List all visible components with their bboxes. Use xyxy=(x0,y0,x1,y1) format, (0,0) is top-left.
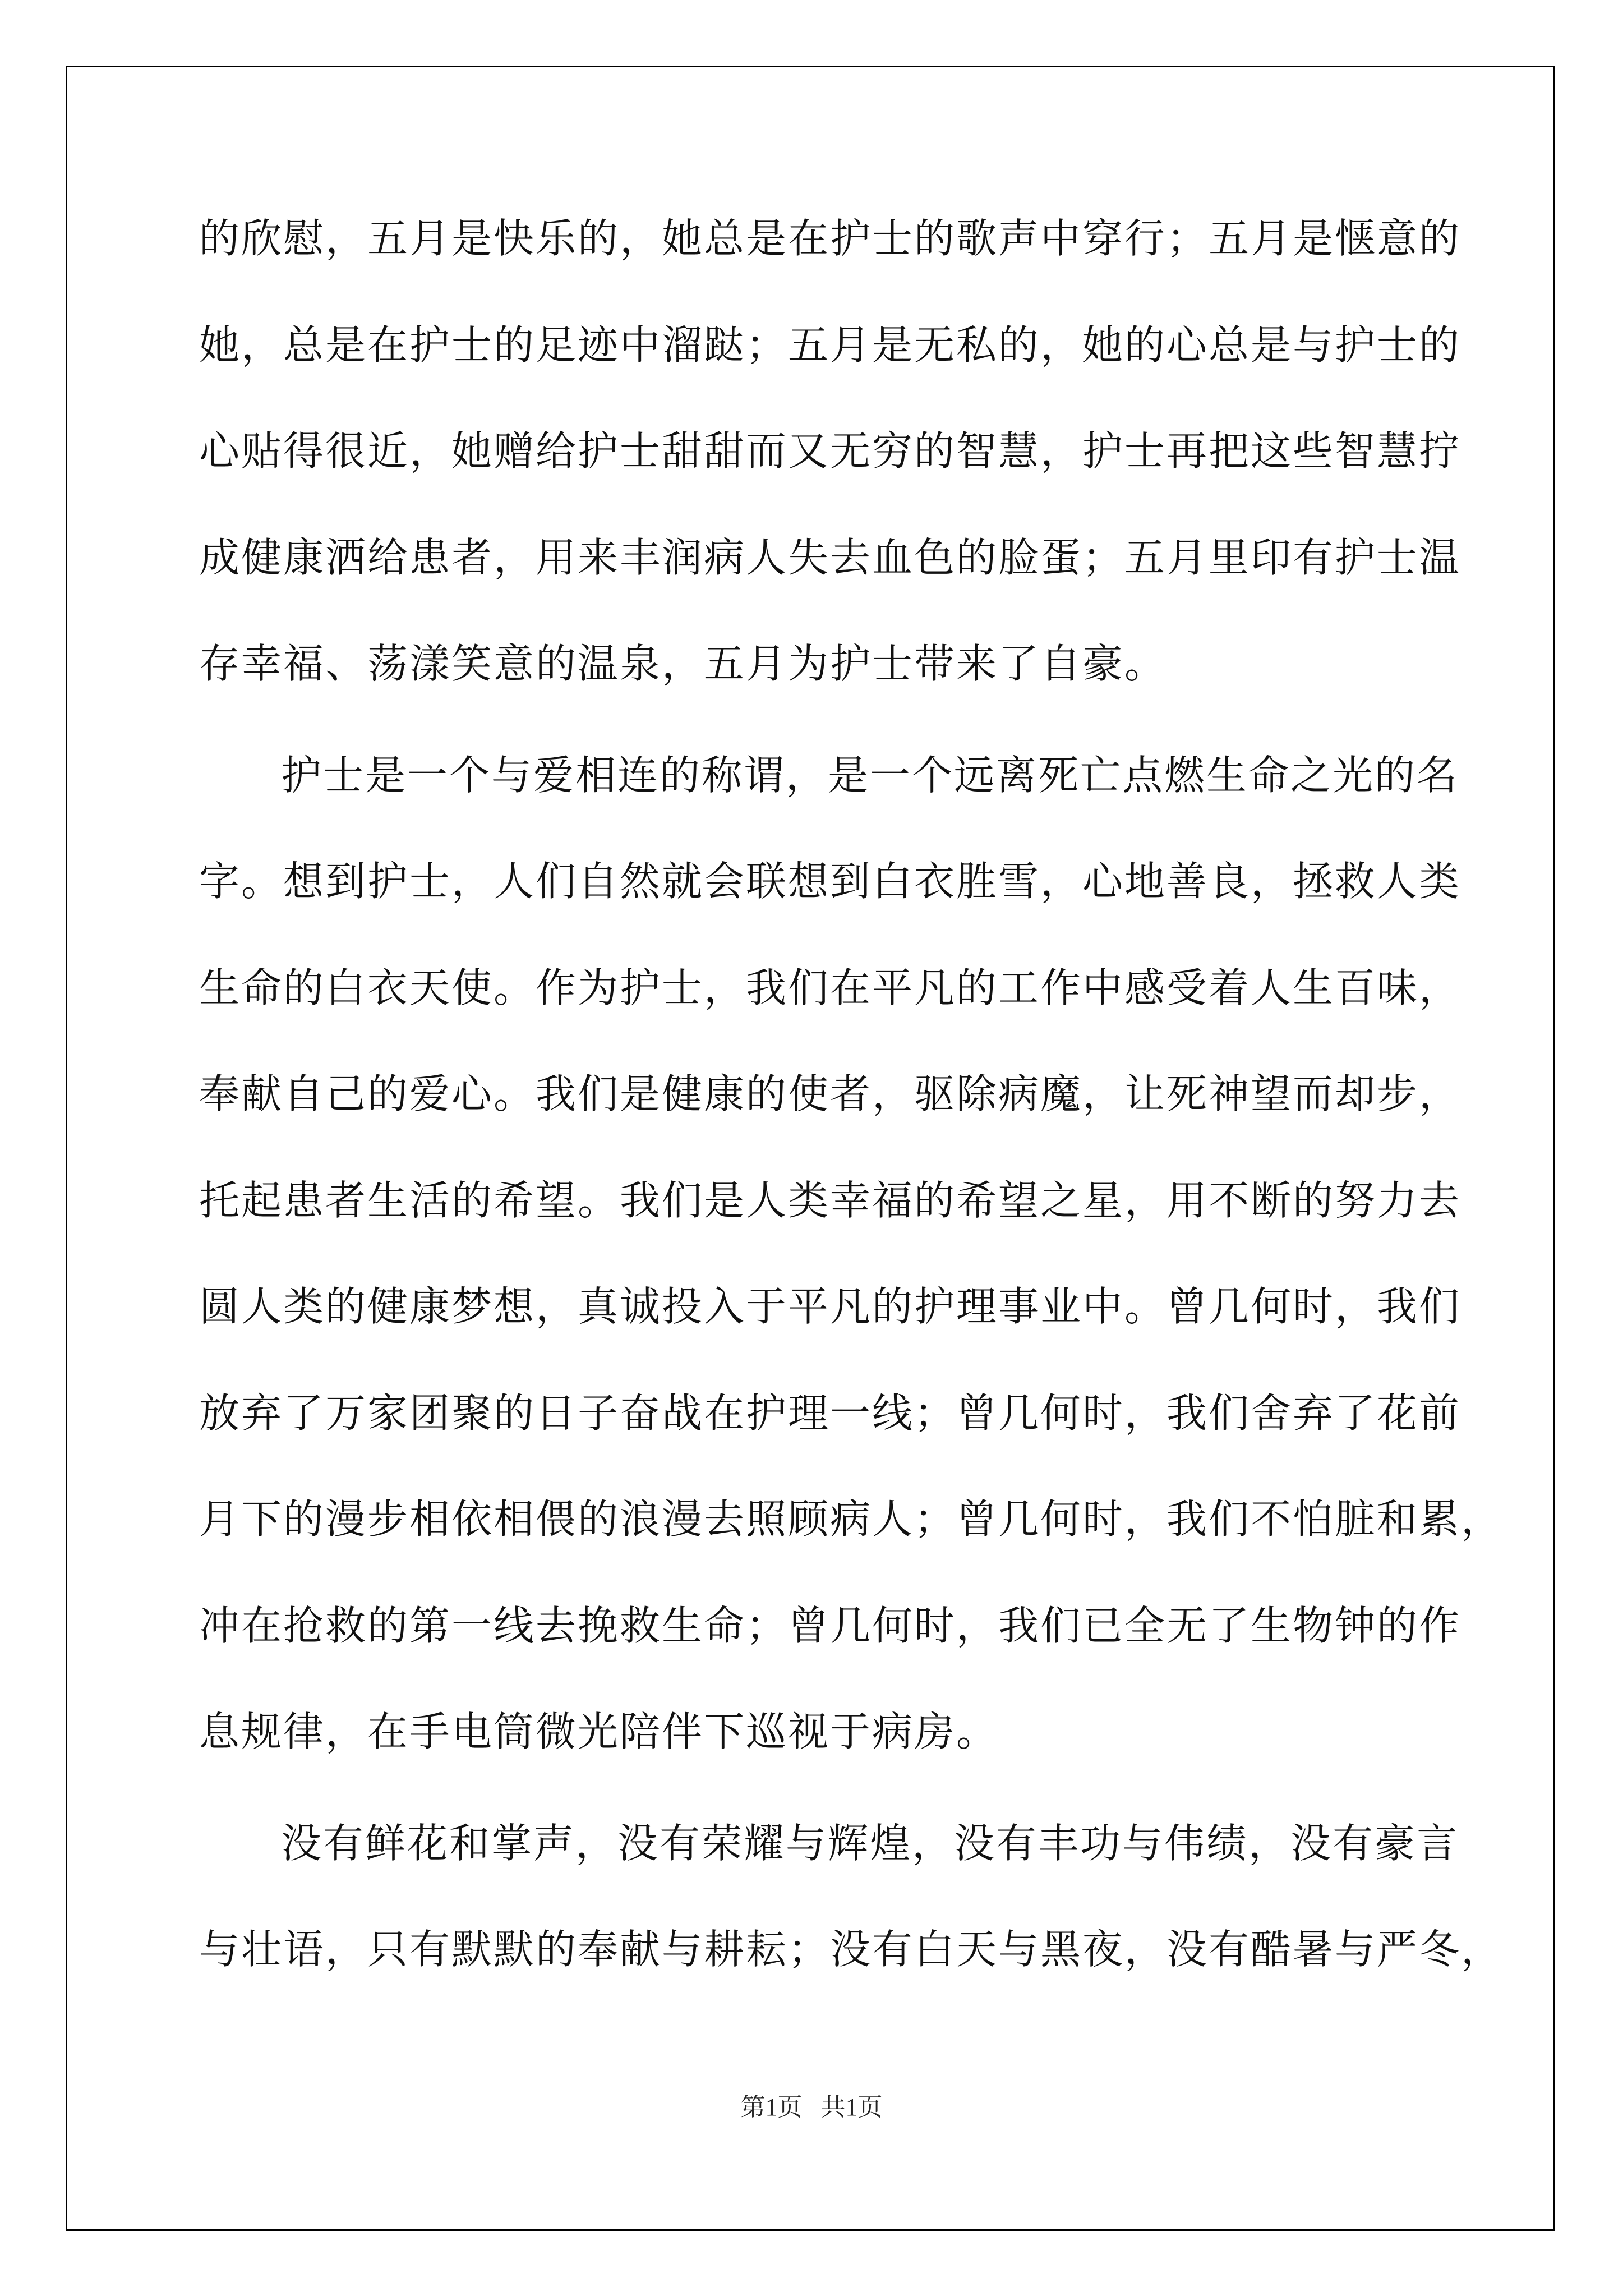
text-line: 圆人类的健康梦想，真诚投入于平凡的护理事业中。曾几何时，我们 xyxy=(199,1283,1461,1330)
paragraph-3 xyxy=(199,1818,1504,2031)
text-line: 生命的白衣天使。作为护士，我们在平凡的工作中感受着人生百味， xyxy=(199,964,1461,1011)
text-line: 存幸福、荡漾笑意的温泉，五月为护士带来了自豪。 xyxy=(199,640,1167,687)
paragraph-1 xyxy=(199,213,1461,745)
text-line: 月下的漫步相依相偎的浪漫去照顾病人；曾几何时，我们不怕脏和累， xyxy=(199,1496,1504,1543)
text-line: 冲在抢救的第一线去挽救生命；曾几何时，我们已全无了生物钟的作 xyxy=(199,1602,1461,1649)
text-line: 心贴得很近，她赠给护士甜甜而又无穷的智慧，护士再把这些智慧拧 xyxy=(199,427,1461,475)
text-line: 没有鲜花和掌声，没有荣耀与辉煌，没有丰功与伟绩，没有豪言 xyxy=(281,1819,1459,1867)
text-line: 字。想到护士，人们自然就会联想到白衣胜雪，心地善良，拯救人类 xyxy=(199,858,1461,905)
text-line: 她，总是在护士的足迹中溜跶；五月是无私的，她的心总是与护士的 xyxy=(199,321,1461,369)
text-line: 奉献自己的爱心。我们是健康的使者，驱除病魔，让死神望而却步， xyxy=(199,1070,1461,1117)
text-line: 托起患者生活的希望。我们是人类幸福的希望之星，用不断的努力去 xyxy=(199,1176,1461,1224)
page-number-footer: 第1页 共1页 xyxy=(740,2093,883,2121)
text-line: 的欣慰，五月是快乐的，她总是在护士的歌声中穿行；五月是惬意的 xyxy=(199,215,1461,262)
text-line: 成健康洒给患者，用来丰润病人失去血色的脸蛋；五月里印有护士温 xyxy=(199,533,1461,581)
text-line: 与壮语，只有默默的奉献与耕耘；没有白天与黑夜，没有酷暑与严冬， xyxy=(199,1926,1504,1973)
text-line: 护士是一个与爱相连的称谓，是一个远离死亡点燃生命之光的名 xyxy=(281,751,1459,799)
paragraph-2 xyxy=(199,750,1504,1813)
text-line: 息规律，在手电筒微光陪伴下巡视于病房。 xyxy=(199,1708,999,1755)
document-body xyxy=(199,213,1504,2031)
text-line: 放弃了万家团聚的日子奋战在护理一线；曾几何时，我们舍弃了花前 xyxy=(199,1389,1461,1437)
